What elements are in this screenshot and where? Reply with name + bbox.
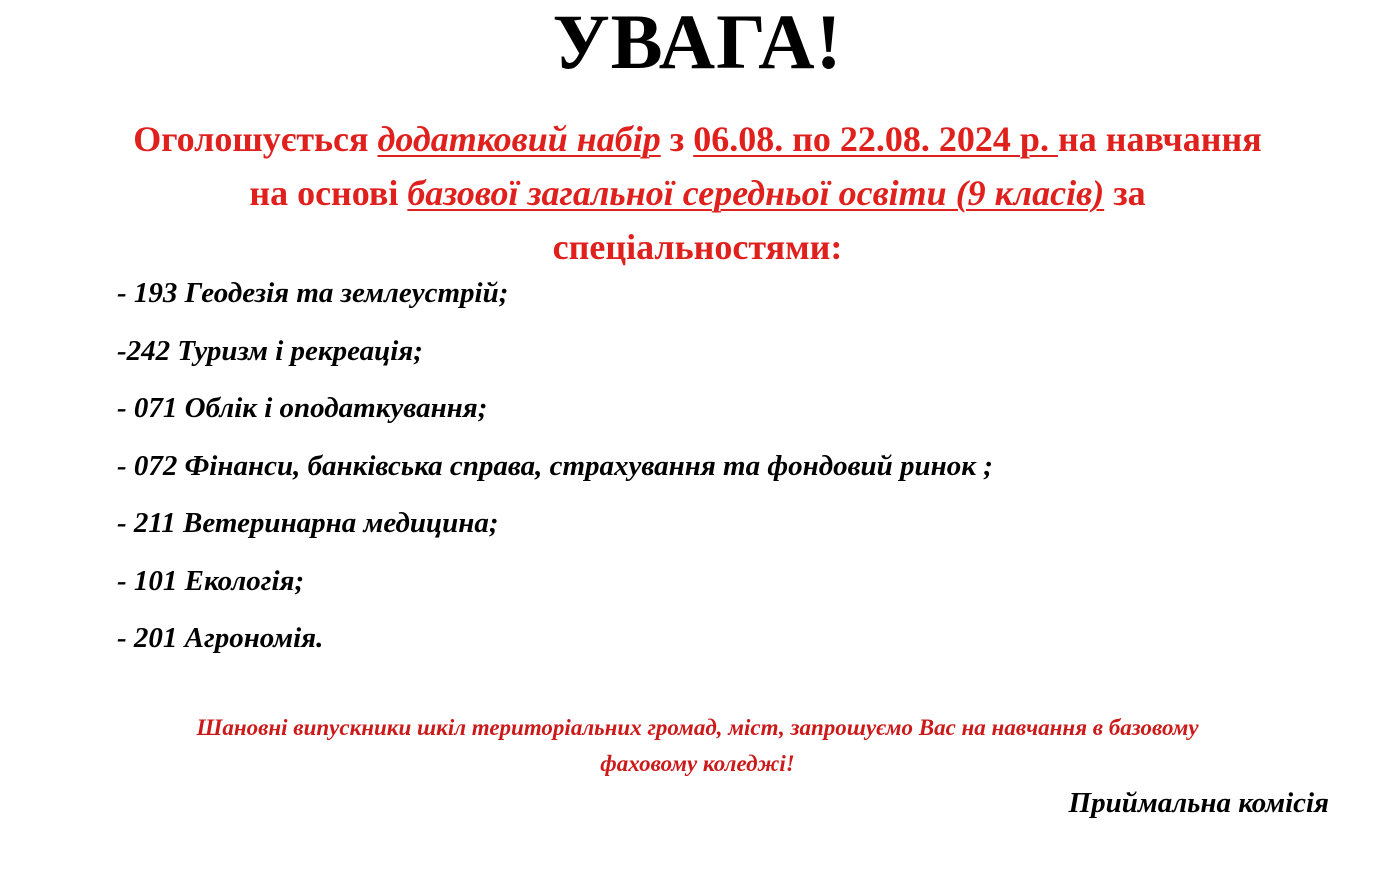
list-item: -242 Туризм і рекреація; bbox=[117, 334, 423, 367]
list-item: - 201 Агрономія. bbox=[117, 622, 324, 654]
list-item: - 193 Геодезія та землеустрій; bbox=[117, 277, 509, 309]
additional-enrollment: додатковий набір bbox=[377, 119, 661, 159]
announcement-prefix: Оголошується bbox=[133, 119, 378, 159]
enrollment-dates: 06.08. по 22.08. 2024 р. bbox=[693, 119, 1058, 159]
announcement-from: з bbox=[660, 119, 694, 159]
list-item: - 211 Ветеринарна медицина; bbox=[117, 507, 499, 539]
announcement-line-3: спеціальностями: bbox=[552, 227, 843, 267]
announcement-line-2 bbox=[0, 166, 1395, 220]
announcement-by: за bbox=[1104, 173, 1146, 213]
list-item: - 071 Облік і оподаткування; bbox=[117, 392, 488, 424]
signature: Приймальна комісія bbox=[1068, 787, 1329, 819]
announcement-block bbox=[0, 112, 1395, 274]
list-item: - 072 Фінанси, банківська справа, страхування та фондовий ринок ; bbox=[117, 449, 993, 482]
list-item: - 101 Екологія; bbox=[117, 564, 305, 597]
invitation-text bbox=[0, 710, 1395, 782]
announcement-based-on: на основі bbox=[249, 173, 408, 213]
invitation-line-1: Шановні випускники шкіл територіальних громад, міст, запрошуємо Вас на навчання в базовому bbox=[196, 715, 1199, 740]
specialty-list bbox=[117, 274, 993, 677]
announcement-for-study: на навчання bbox=[1057, 119, 1262, 159]
announcement-line-1 bbox=[0, 112, 1395, 166]
education-level: базової загальної середньої освіти (9 класів) bbox=[407, 173, 1105, 213]
headline: УВАГА! bbox=[552, 0, 843, 85]
invitation-line-2: фаховому коледжі! bbox=[600, 751, 795, 776]
